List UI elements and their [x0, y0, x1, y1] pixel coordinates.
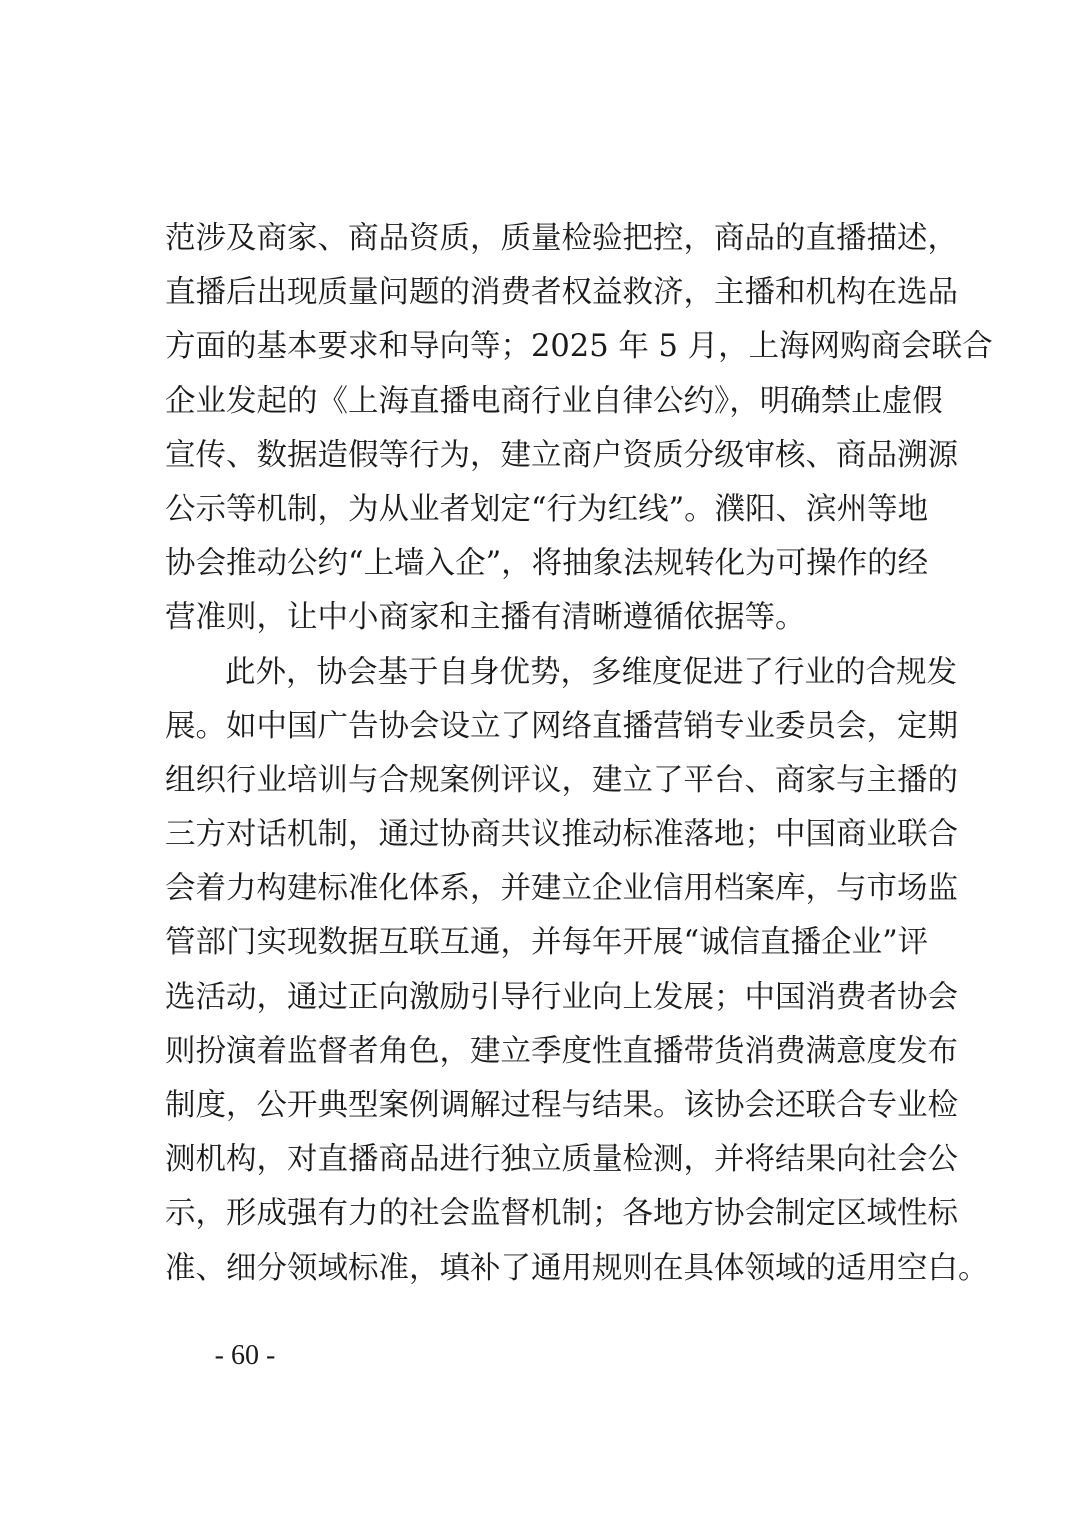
text-line: 宣传、数据造假等行为，建立商户资质分级审核、商品溯源 [165, 437, 958, 473]
text-line: 制度，公开典型案例调解过程与结果。该协会还联合专业检 [165, 1088, 958, 1123]
text-line: 示，形成强有力的社会监督机制；各地方协会制定区域性标 [165, 1196, 958, 1232]
text-line: 三方对话机制，通过协商共议推动标准落地；中国商业联合 [165, 817, 958, 853]
text-line: 管部门实现数据互联互通，并每年开展“诚信直播企业”评 [165, 925, 929, 961]
text-line: 测机构，对直播商品进行独立质量检测，并将结果向社会公 [165, 1142, 958, 1178]
text-line: 营准则，让中小商家和主播有清晰遵循依据等。 [165, 600, 806, 636]
text-line: 展。如中国广告协会设立了网络直播营销专业委员会，定期 [165, 708, 958, 744]
text-line: 组织行业培训与合规案例评议，建立了平台、商家与主播的 [165, 762, 958, 798]
text-line: 范涉及商家、商品资质，质量检验把控，商品的直播描述， [165, 221, 958, 256]
page-number: - 60 - [214, 1340, 276, 1371]
text-line: 会着力构建标准化体系，并建立企业信用档案库，与市场监 [165, 871, 958, 907]
text-line: 准、细分领域标准，填补了通用规则在具体领域的适用空白。 [165, 1250, 989, 1286]
text-line: 方面的基本要求和导向等；2025 年 5 月，上海网购商会联合 [165, 329, 993, 365]
text-line: 则扮演着监督者角色，建立季度性直播带货消费满意度发布 [165, 1033, 958, 1069]
text-line: 直播后出现质量问题的消费者权益救济，主播和机构在选品 [165, 275, 958, 311]
text-line: 公示等机制，为从业者划定“行为红线”。濮阳、滨州等地 [165, 491, 929, 527]
text-line: 企业发起的《上海直播电商行业自律公约》，明确禁止虚假 [165, 383, 943, 419]
text-line: 协会推动公约“上墙入企”，将抽象法规转化为可操作的经 [165, 546, 929, 582]
paragraph-first-line: 此外，协会基于自身优势，多维度促进了行业的合规发 [225, 654, 957, 690]
text-line: 选活动，通过正向激励引导行业向上发展；中国消费者协会 [165, 979, 958, 1015]
body-text [165, 212, 993, 1296]
